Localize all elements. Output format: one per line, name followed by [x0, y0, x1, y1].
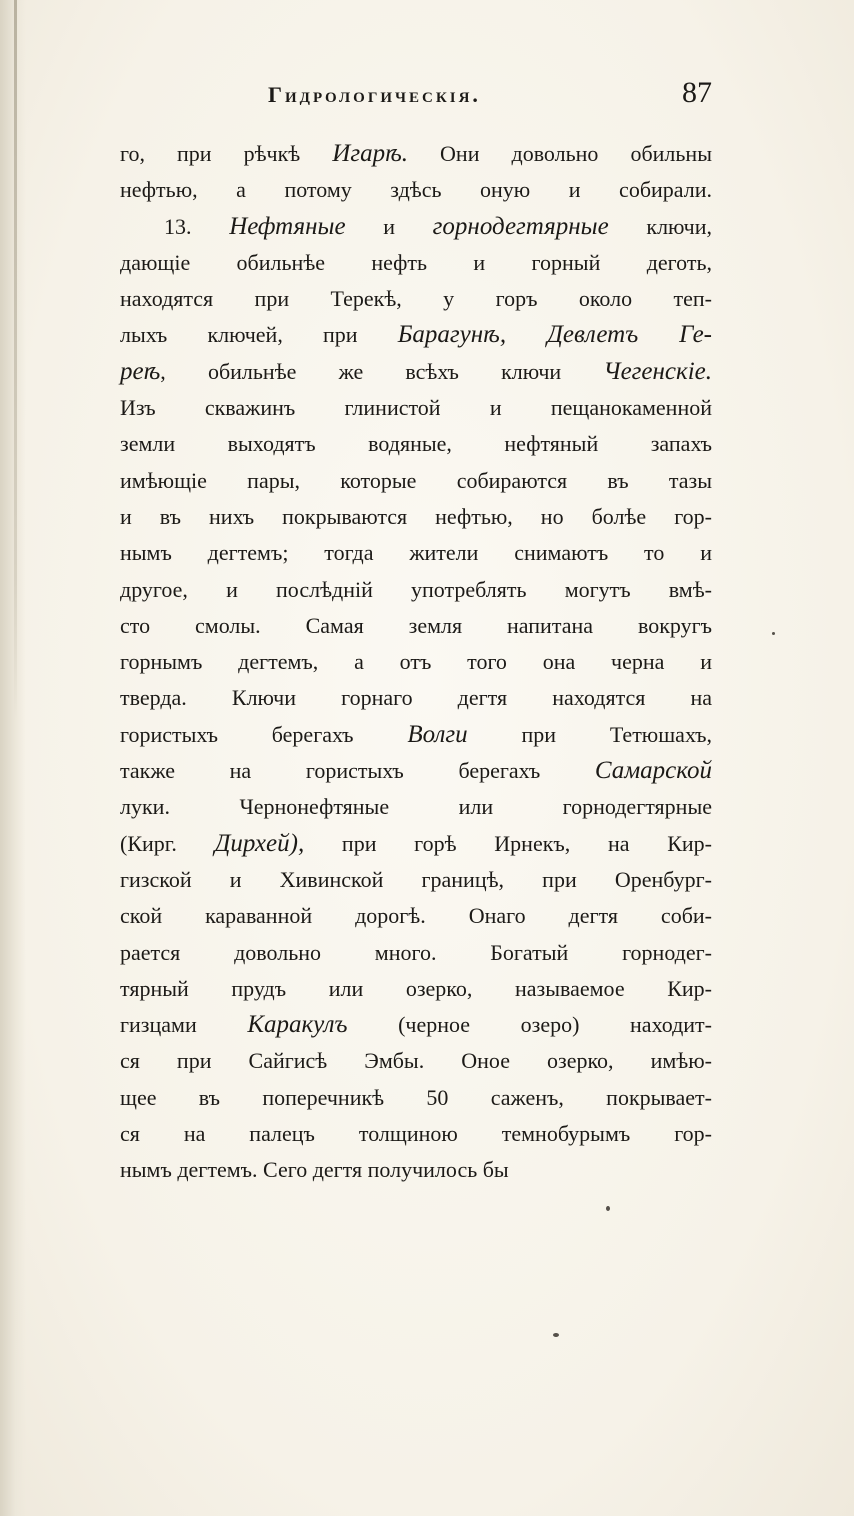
text-run: при Тетюшахъ,	[467, 721, 712, 747]
text-run: щее въ поперечникѣ 50 саженъ, покрывает-	[120, 1084, 712, 1110]
text-line	[120, 789, 712, 825]
text-run: другое, и послѣдній употреблять могутъ вмѣ-	[120, 576, 712, 602]
text-line	[120, 172, 712, 208]
text-line	[120, 209, 712, 245]
text-run: гизцами	[120, 1012, 248, 1038]
italic-text: горнодегтярные	[432, 212, 609, 240]
italic-text: Нефтяные	[229, 212, 346, 240]
text-line	[120, 390, 712, 426]
text-line	[120, 862, 712, 898]
text-line	[120, 753, 712, 789]
text-run: имѣющіе пары, которые собираются въ тазы	[120, 467, 712, 493]
page-gutter-edge	[14, 0, 17, 720]
text-line	[120, 426, 712, 462]
text-run: го, при рѣчкѣ	[120, 141, 333, 166]
text-line	[120, 971, 712, 1007]
text-run: находятся при Терекѣ, у горъ около теп-	[120, 286, 712, 312]
italic-text: Волги	[407, 720, 468, 748]
italic-text: Барагунѣ, Девлетъ Ге-	[397, 321, 712, 349]
text-run: лыхъ ключей, при	[120, 322, 398, 348]
text-run: 13.	[164, 213, 230, 239]
text-run: ся на палецъ толщиною темнобурымъ гор-	[120, 1121, 712, 1147]
text-line	[120, 898, 712, 934]
italic-text: Дирхей),	[214, 829, 305, 857]
text-run: ской караванной дорогѣ. Онаго дегтя соби-	[120, 903, 712, 929]
text-run: луки. Чернонефтяные или горнодегтярные	[120, 794, 712, 820]
ink-speck	[772, 632, 775, 635]
text-line	[120, 680, 712, 716]
text-line	[120, 572, 712, 608]
text-run: нымъ дегтемъ. Сего дегтя получилось бы	[120, 1157, 509, 1183]
running-title: Гидрологическія.	[268, 82, 481, 107]
text-line	[120, 535, 712, 571]
italic-text: Самарской	[594, 757, 712, 785]
text-run: гористыхъ берегахъ	[120, 721, 408, 747]
text-run: (Кирг.	[120, 830, 215, 856]
text-run: и	[345, 213, 433, 239]
text-run: тверда. Ключи горнаго дегтя находятся на	[120, 685, 712, 711]
text-run: , обильнѣе же всѣхъ ключи	[160, 358, 604, 384]
text-line	[120, 935, 712, 971]
text-line	[120, 826, 712, 862]
italic-text: реѣ	[120, 357, 161, 385]
italic-text: Каракулъ	[247, 1011, 348, 1039]
text-run: нымъ дегтемъ; тогда жители снимаютъ то и	[120, 540, 712, 566]
text-line	[120, 1080, 712, 1116]
text-run: ся при Сайгисѣ Эмбы. Оное озерко, имѣю-	[120, 1048, 712, 1074]
text-run: горнымъ дегтемъ, а отъ того она черна и	[120, 649, 712, 675]
text-run: нефтью, а потому здѣсь оную и собирали.	[120, 177, 712, 203]
text-line	[120, 463, 712, 499]
text-run: дающіе обильнѣе нефть и горный деготь,	[120, 249, 712, 275]
page-number: 87	[682, 76, 712, 109]
text-line	[120, 1043, 712, 1079]
text-run: сто смолы. Самая земля напитана вокругъ	[120, 612, 712, 638]
text-run: (черное озеро) находит-	[347, 1012, 712, 1038]
page-gutter-shadow	[0, 0, 26, 1516]
text-line	[120, 1007, 712, 1043]
text-run: также на гористыхъ берегахъ	[120, 758, 595, 784]
text-run: рается довольно много. Богатый горнодег-	[120, 939, 712, 965]
text-run: и въ нихъ покрываются нефтью, но болѣе гор-	[120, 503, 712, 529]
italic-text: Игарѣ.	[332, 140, 408, 167]
italic-text: Чегенскіе.	[603, 357, 712, 385]
text-line	[120, 1152, 712, 1188]
text-line	[120, 245, 712, 281]
text-line	[120, 354, 712, 390]
text-run: гизской и Хивинской границѣ, при Оренбург-	[120, 866, 712, 892]
text-line	[120, 1116, 712, 1152]
text-run: при горѣ Ирнекъ, на Кир-	[304, 830, 712, 856]
text-line	[120, 608, 712, 644]
text-line	[120, 136, 712, 172]
page-header	[140, 76, 712, 116]
ink-speck	[553, 1333, 559, 1337]
text-line	[120, 317, 712, 353]
text-line	[120, 499, 712, 535]
text-line	[120, 644, 712, 680]
ink-speck	[606, 1206, 610, 1211]
text-line	[120, 717, 712, 753]
text-run: ключи,	[608, 213, 712, 239]
text-run: земли выходятъ водяные, нефтяный запахъ	[120, 431, 712, 457]
body-text	[120, 136, 712, 1189]
text-run: тярный прудъ или озерко, называемое Кир-	[120, 975, 712, 1001]
text-run: Изъ скважинъ глинистой и пещанокаменной	[120, 395, 712, 421]
text-line	[120, 281, 712, 317]
text-run: Они довольно обильны	[408, 141, 712, 166]
